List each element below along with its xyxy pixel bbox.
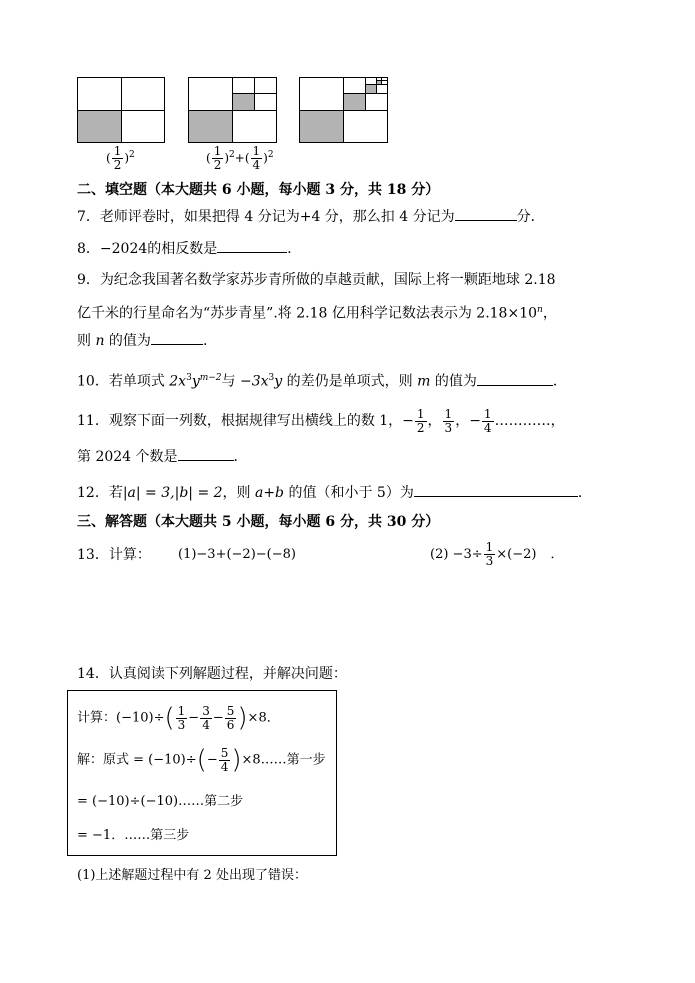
- question-14-intro: 14．认真阅读下列解题过程，并解决问题：: [77, 666, 347, 682]
- solution-step-2: = (−10)÷(−10)……第二步: [77, 794, 244, 809]
- section-3-title: 三、解答题（本大题共 5 小题，每小题 6 分，共 30 分）: [77, 514, 440, 530]
- question-9-line-2: 亿千米的行星命名为“苏步青星”.将 2.18 亿用科学记数法表示为 $2.18\times 10^n$，: [77, 305, 557, 322]
- section-2-title: 二、填空题（本大题共 6 小题，每小题 3 分，共 18 分）: [77, 182, 440, 198]
- question-8: 8．−2024的相反数是 ．: [77, 238, 301, 259]
- figure-1-caption: ( $\frac{1}{2}$ )$^2$: [106, 144, 135, 172]
- question-12: 12．若|a| = 3,|b| = 2，则 a+b 的值（和小于 5）为 ．: [77, 482, 592, 503]
- square-figure-3: [299, 77, 388, 143]
- question-9-line-1: 9．为纪念我国著名数学家苏步青所做的卓越贡献，国际上将一颗距地球 2.18: [77, 272, 556, 288]
- question-10: 10．若单项式 $2x^3y^{m-2}$与 $-3x^3y$ 的差仍是单项式，则 m 的值为 ．: [77, 368, 567, 392]
- question-11-line-1: 11．观察下面一列数，根据规律写出横线上的数 1，− $\frac{1}{2}$ ， $\frac{1}{3}$ ，− $\frac{1}{4}$ …………，: [77, 406, 565, 435]
- answer-blank-10[interactable]: [477, 371, 553, 386]
- answer-blank-12[interactable]: [414, 482, 578, 497]
- question-14-sub-1: (1)上述解题过程中有 2 处出现了错误：: [77, 868, 307, 883]
- square-figure-1: [77, 77, 165, 143]
- answer-blank-9[interactable]: [151, 330, 203, 345]
- question-13-part-1: (1)−3+(−2)−(−8): [178, 547, 296, 562]
- solution-step-3: = −1．……第三步: [77, 828, 190, 843]
- figure-2-caption: ( $\frac{1}{2}$ )$^2$+( $\frac{1}{4}$ )$^2$: [206, 144, 274, 172]
- question-13-part-2: (2) −3÷ $\frac{1}{3}$ ×(−2) ．: [430, 540, 564, 568]
- answer-blank-11[interactable]: [178, 446, 234, 461]
- answer-blank-8[interactable]: [217, 238, 287, 253]
- solution-step-1: 解：原式 = (−10)÷(− $\frac{5}{4}$ )×8……第一步: [77, 745, 326, 775]
- answer-blank-7[interactable]: [455, 206, 517, 221]
- calc-expression: 计算：(−10)÷( $\frac{1}{3}$ − $\frac{3}{4}$ − $\frac{5}{6}$ )×8．: [77, 703, 280, 733]
- question-13: 13．计算：: [77, 547, 151, 563]
- question-9-line-3: 则 n 的值为 .: [77, 330, 207, 351]
- square-figure-2: [188, 77, 277, 143]
- question-11-line-2: 第 2024 个数是 ．: [77, 446, 248, 467]
- shaded-half-cell: [77, 110, 122, 143]
- question-7: 7．老师评卷时，如果把得 4 分记为+4 分，那么扣 4 分记为 分．: [77, 206, 545, 227]
